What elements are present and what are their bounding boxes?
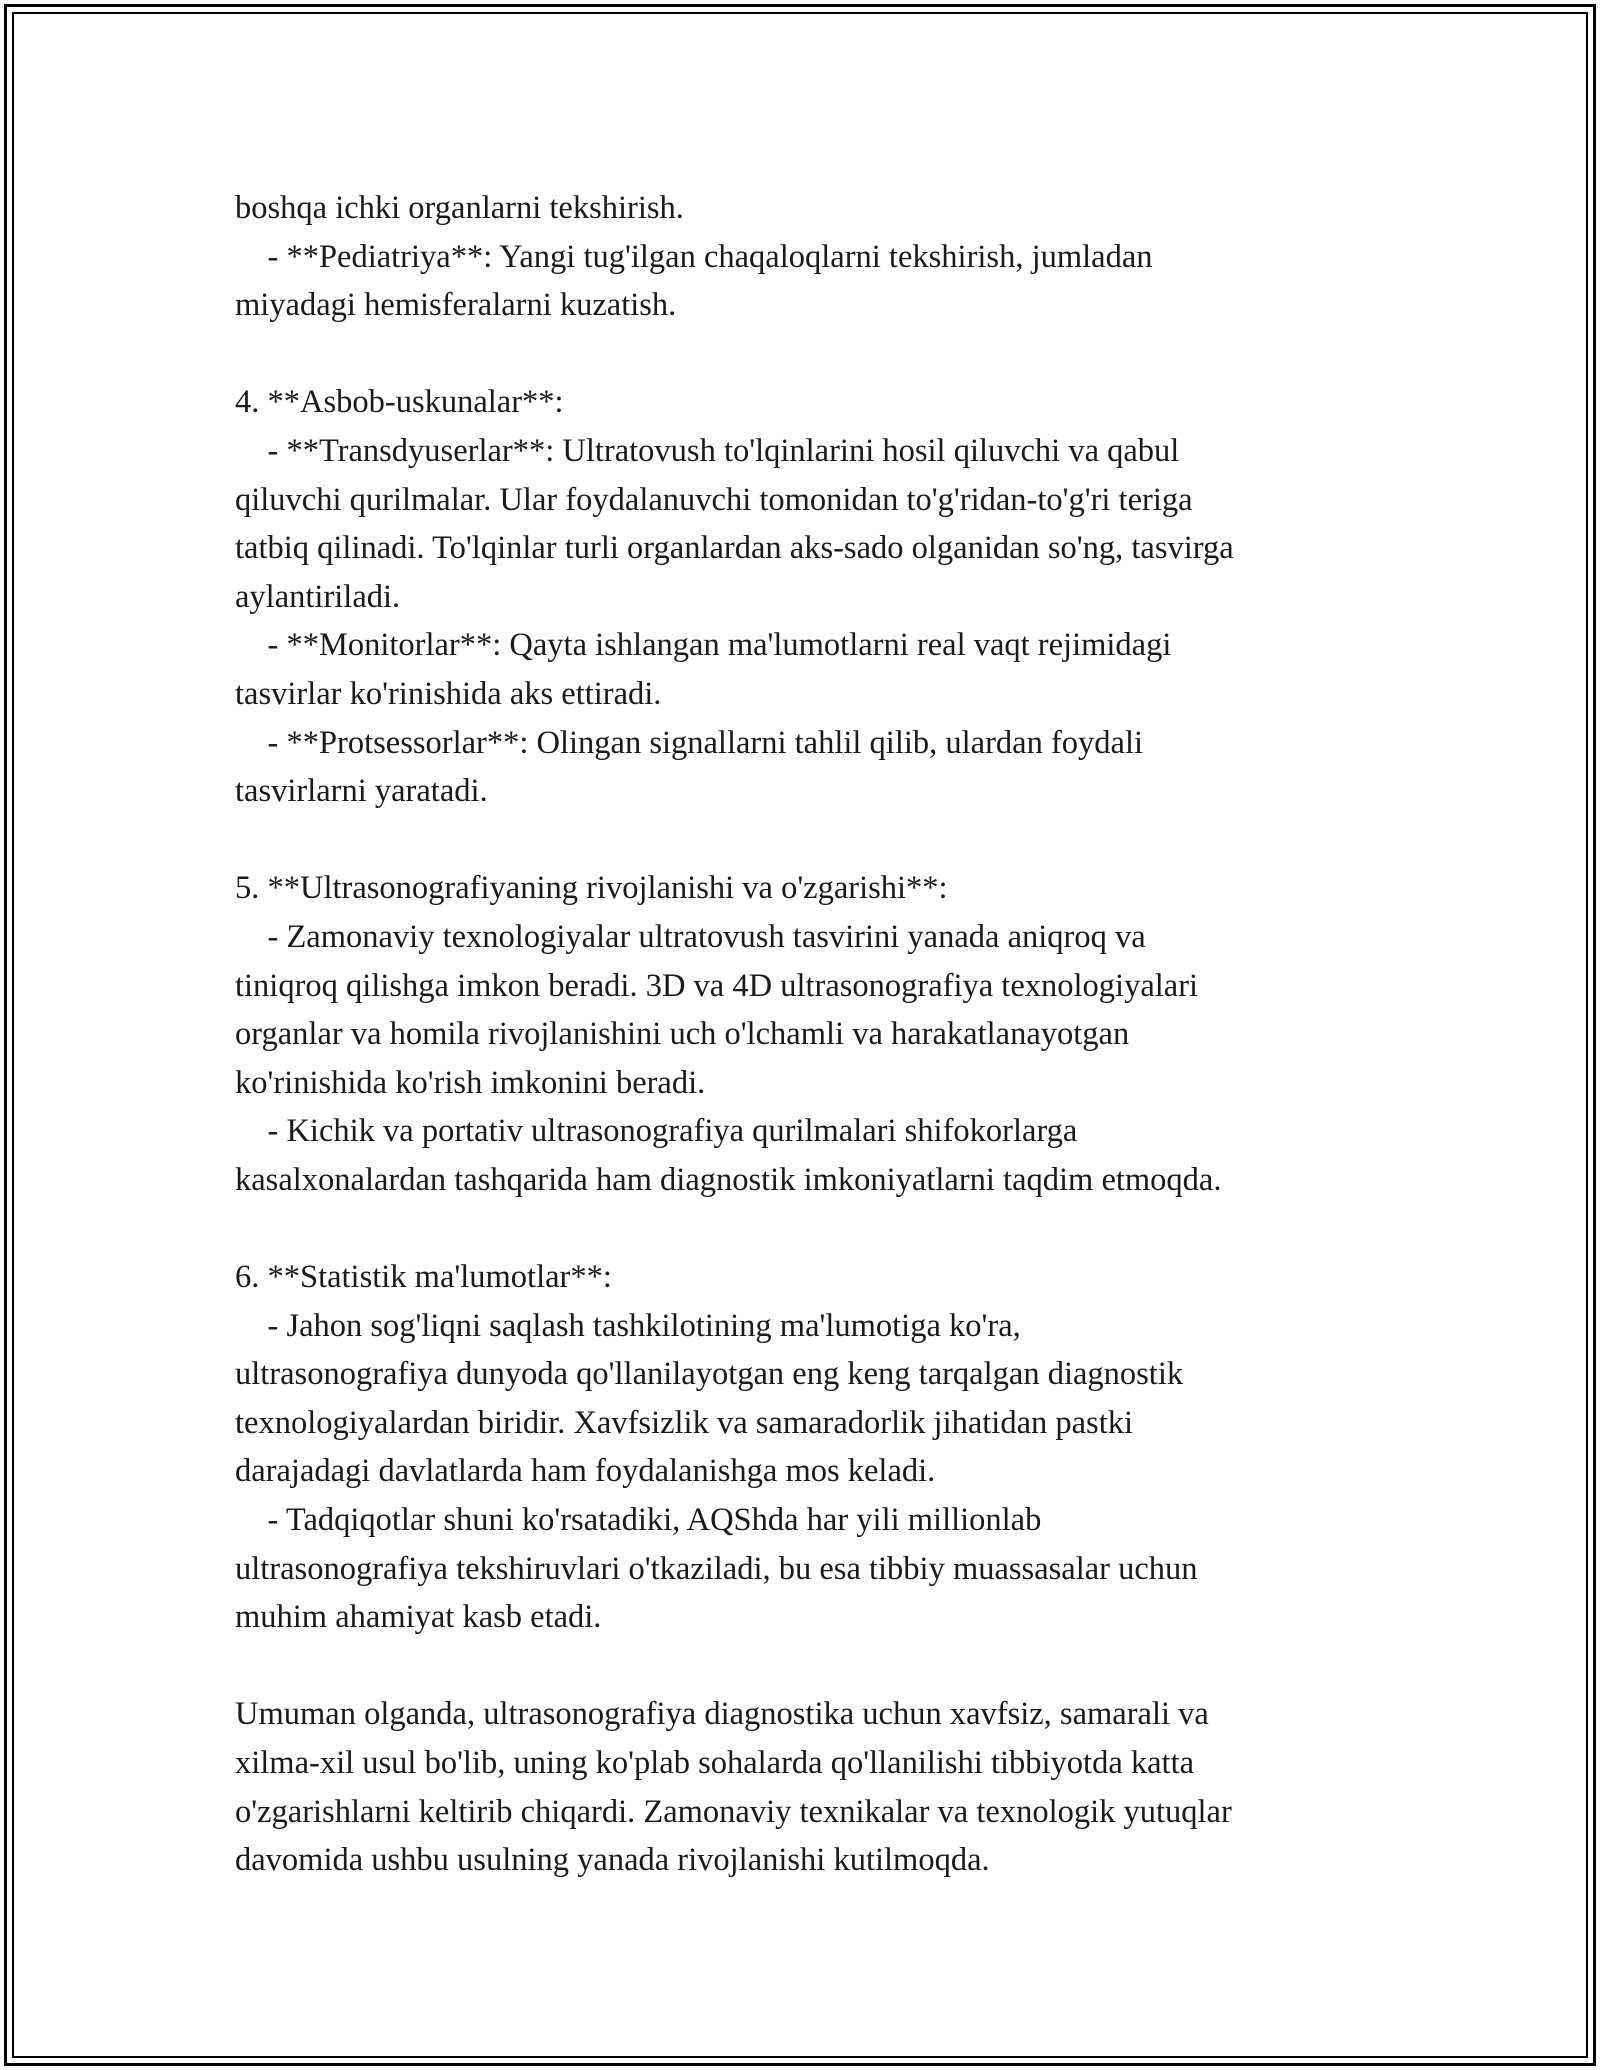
text-line: texnologiyalardan biridir. Xavfsizlik va samaradorlik jihatidan pastki [235, 1404, 1134, 1441]
text-line: miyadagi hemisferalarni kuzatish. [235, 287, 677, 324]
conclusion-line: davomida ushbu usulning yanada rivojlanishi kutilmoqda. [235, 1842, 990, 1879]
blank-line [235, 816, 1415, 865]
text-line: - Jahon sog'liqni saqlash tashkilotining ma'lumotiga ko'ra, [235, 1307, 1021, 1344]
section-heading: 4. **Asbob-uskunalar**: [235, 384, 564, 421]
text-line: - **Pediatriya**: Yangi tug'ilgan chaqaloqlarni tekshirish, jumladan [235, 238, 1153, 275]
text-line: - **Transdyuserlar**: Ultratovush to'lqinlarini hosil qiluvchi va qabul [235, 432, 1180, 469]
text-line: tatbiq qilinadi. To'lqinlar turli organlardan aks-sado olganidan so'ng, tasvirga [235, 530, 1234, 567]
text-line: tiniqroq qilishga imkon beradi. 3D va 4D ultrasonografiya texnologiyalari [235, 967, 1199, 1004]
text-line: qiluvchi qurilmalar. Ular foydalanuvchi tomonidan to'g'ridan-to'g'ri teriga [235, 481, 1193, 518]
blank-line [235, 1642, 1415, 1691]
text-line: - **Monitorlar**: Qayta ishlangan ma'lumotlarni real vaqt rejimidagi [235, 627, 1172, 664]
section-heading: 5. **Ultrasonografiyaning rivojlanishi va o'zgarishi**: [235, 870, 948, 907]
blank-line [235, 330, 1415, 379]
text-line: - Zamonaviy texnologiyalar ultratovush tasvirini yanada aniqroq va [235, 918, 1146, 955]
conclusion-line: o'zgarishlarni keltirib chiqardi. Zamonaviy texnikalar va texnologik yutuqlar [235, 1793, 1232, 1830]
text-line: tasvirlarni yaratadi. [235, 773, 488, 810]
text-line: aylantiriladi. [235, 578, 401, 615]
text-line: muhim ahamiyat kasb etadi. [235, 1599, 602, 1636]
text-line: ultrasonografiya tekshiruvlari o'tkaziladi, bu esa tibbiy muassasalar uchun [235, 1550, 1198, 1587]
text-line: darajadagi davlatlarda ham foydalanishga mos keladi. [235, 1453, 936, 1490]
text-line: - **Protsessorlar**: Olingan signallarni tahlil qilib, ulardan foydali [235, 724, 1144, 761]
text-line: organlar va homila rivojlanishini uch o'lchamli va harakatlanayotgan [235, 1016, 1130, 1053]
text-line: ultrasonografiya dunyoda qo'llanilayotgan eng keng tarqalgan diagnostik [235, 1356, 1184, 1393]
text-line: - Kichik va portativ ultrasonografiya qurilmalari shifokorlarga [235, 1113, 1078, 1150]
section-heading: 6. **Statistik ma'lumotlar**: [235, 1259, 612, 1296]
text-line: kasalxonalardan tashqarida ham diagnostik imkoniyatlarni taqdim etmoqda. [235, 1161, 1222, 1198]
conclusion-line: Umuman olganda, ultrasonografiya diagnostika uchun xavfsiz, samarali va [235, 1696, 1209, 1733]
text-line: ko'rinishida ko'rish imkonini beradi. [235, 1064, 706, 1101]
text-line: boshqa ichki organlarni tekshirish. [235, 190, 684, 226]
document-body [235, 184, 1415, 1885]
text-line: - Tadqiqotlar shuni ko'rsatadiki, AQShda har yili millionlab [235, 1502, 1042, 1539]
conclusion-line: xilma-xil usul bo'lib, uning ko'plab sohalarda qo'llanilishi tibbiyotda katta [235, 1745, 1195, 1781]
text-line: tasvirlar ko'rinishida aks ettiradi. [235, 675, 662, 712]
blank-line [235, 1204, 1415, 1253]
